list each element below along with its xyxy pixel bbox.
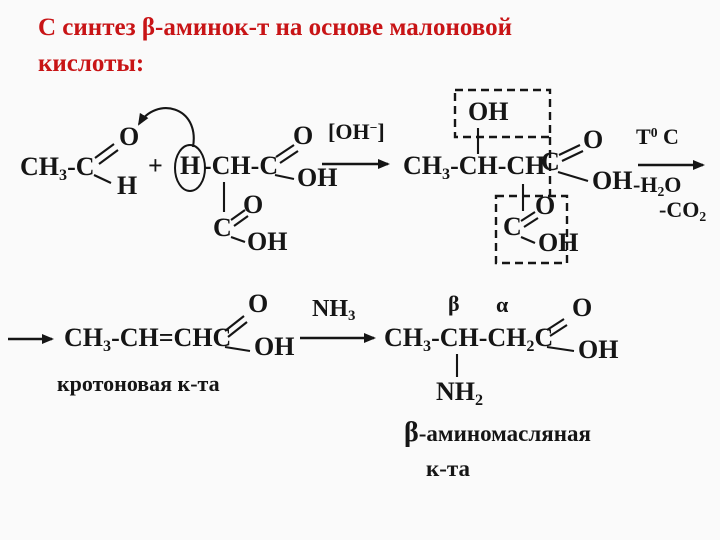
formula-part: -CH-CH <box>450 151 546 180</box>
acetaldehyde-formula <box>20 153 95 182</box>
formula-subscript: 3 <box>442 165 451 183</box>
carbon-atom: C <box>541 147 560 176</box>
hydroxyl-group: OH <box>297 163 338 192</box>
condition-subscript: 2 <box>657 183 665 199</box>
hydroxyl-group: OH <box>254 332 295 361</box>
bond-double-2 <box>280 151 298 163</box>
product-name-line2: к-та <box>426 456 470 481</box>
formula-part: CH <box>403 151 442 180</box>
carbon-atom: C <box>503 212 522 241</box>
slide-title-line2: кислоты: <box>38 50 145 77</box>
bond-c-o-double-1 <box>95 144 114 158</box>
oxygen-atom: O <box>243 190 264 219</box>
condition-hydroxide <box>328 120 385 144</box>
oxygen-atom: O <box>119 122 140 151</box>
condition-part: ] <box>377 119 385 144</box>
product-name-line1 <box>404 418 591 449</box>
oxygen-atom: O <box>572 293 593 322</box>
hydrogen-atom: H <box>117 171 138 200</box>
bond-double-1 <box>521 212 535 221</box>
condition-ammonia <box>312 296 356 325</box>
bond-c-o-double-2 <box>99 150 118 164</box>
condition-part: -H <box>633 172 658 197</box>
slide-title-line1: С синтез β-аминок-т на основе малоновой <box>38 14 512 41</box>
condition-part: NH <box>312 296 348 322</box>
bond-c-h <box>94 175 111 183</box>
plus-sign: + <box>148 151 163 180</box>
oxygen-atom: O <box>248 289 269 318</box>
amino-group <box>436 378 483 407</box>
formula-part: -CH-CH <box>431 323 527 352</box>
product-name-beta: β <box>404 417 419 448</box>
crotonic-acid-label: кротоновая к-та <box>57 371 220 396</box>
oxygen-atom: O <box>535 191 556 220</box>
adduct-chain <box>403 152 545 181</box>
formula-part: C <box>534 323 554 352</box>
formula-subscript: 3 <box>423 337 432 355</box>
condition-minus-co2 <box>659 198 706 222</box>
bond-double-2 <box>562 151 583 161</box>
bond-c-oh <box>231 237 245 242</box>
product-chain <box>384 324 553 353</box>
bond-c-oh <box>558 172 588 181</box>
malonic-chain: -CH-C <box>203 151 279 180</box>
crotonic-chain <box>64 324 231 353</box>
formula-subscript: 3 <box>103 337 112 355</box>
condition-superscript: 0 <box>650 124 658 140</box>
bond-double-1 <box>559 145 580 155</box>
oxygen-atom: O <box>583 125 604 154</box>
condition-part: T <box>636 124 651 149</box>
bond-double-1 <box>276 145 294 157</box>
condition-part: C <box>657 124 679 149</box>
alpha-position-label: α <box>496 292 509 317</box>
condition-subscript: 2 <box>699 208 707 224</box>
formula-subscript: 3 <box>59 166 68 184</box>
formula-part: CH <box>20 152 59 181</box>
curved-arrow-h-to-o <box>139 108 194 147</box>
condition-minus-water <box>633 173 681 197</box>
condition-subscript: 3 <box>348 308 356 325</box>
formula-part: NH <box>436 377 475 406</box>
product-name-rest: -аминомасляная <box>418 421 591 446</box>
condition-temperature <box>636 125 679 149</box>
circled-hydrogen-atom: H <box>180 151 201 180</box>
formula-subscript: 2 <box>526 337 535 355</box>
bond-c-oh <box>521 237 535 243</box>
condition-part: -CO <box>659 197 700 222</box>
hydroxyl-group: OH <box>538 228 579 257</box>
boxed-hydroxyl-group: OH <box>468 97 509 126</box>
carbon-atom: C <box>213 213 232 242</box>
formula-part: CH <box>64 323 103 352</box>
hydroxyl-group: OH <box>592 166 633 195</box>
formula-part: -C <box>67 152 95 181</box>
formula-part: CH <box>384 323 423 352</box>
condition-part: [OH <box>328 119 370 144</box>
formula-part: -CH=CHC <box>111 323 232 352</box>
oxygen-atom: O <box>293 121 314 150</box>
hydroxyl-group: OH <box>247 227 288 256</box>
beta-position-label: β <box>448 291 460 316</box>
formula-subscript: 2 <box>475 391 484 409</box>
hydroxyl-group: OH <box>578 335 619 364</box>
condition-part: O <box>664 172 682 197</box>
condition-superscript: − <box>369 119 378 135</box>
